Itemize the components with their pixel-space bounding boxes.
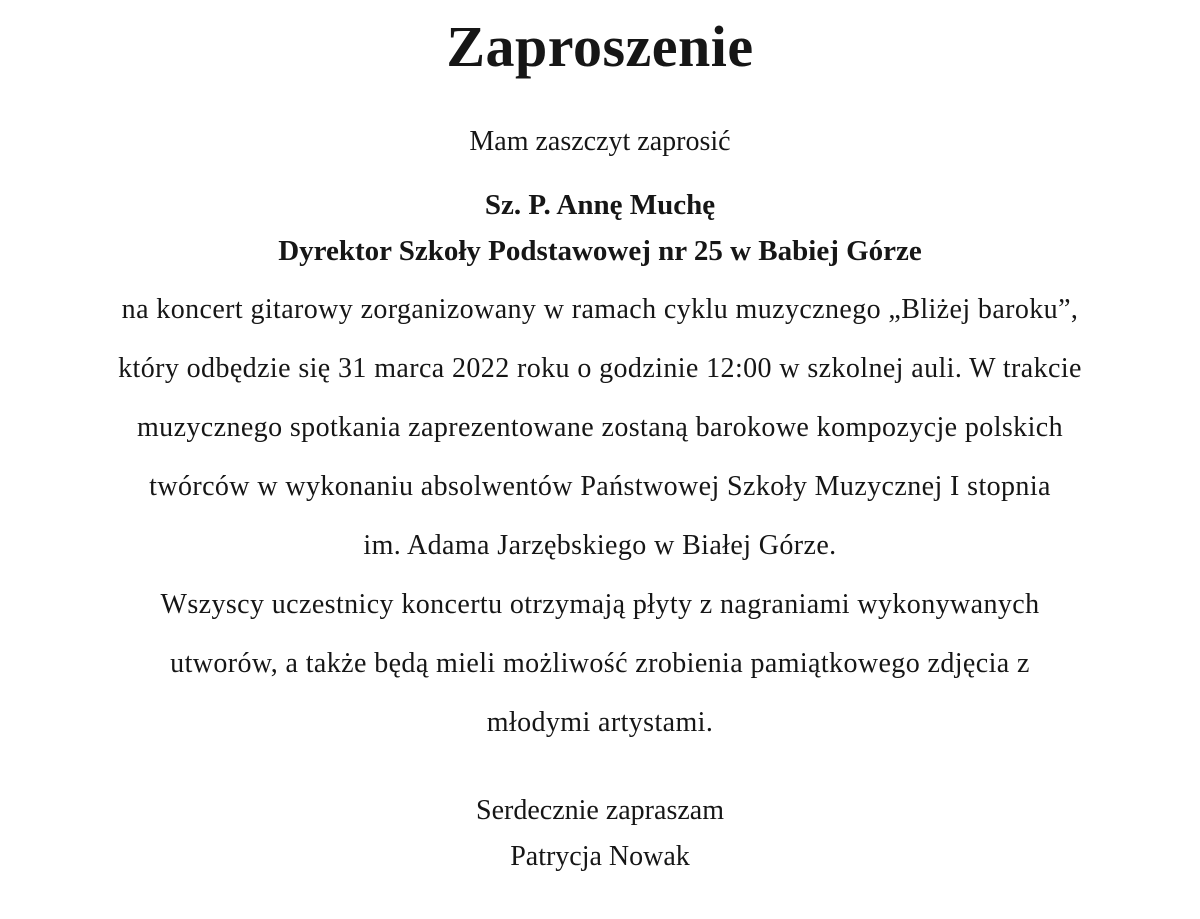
body-line: im. Adama Jarzębskiego w Białej Górze. [363, 530, 837, 562]
recipient-title: Dyrektor Szkoły Podstawowej nr 25 w Babiej Górze [278, 235, 922, 268]
body-line: utworów, a także będą mieli możliwość zrobienia pamiątkowego zdjęcia z [170, 648, 1030, 680]
body-line: na koncert gitarowy zorganizowany w ramach cyklu muzycznego „Bliżej baroku”, [121, 294, 1079, 326]
recipient-block [0, 182, 1200, 274]
intro-line: Mam zaszczyt zaprosić [469, 125, 731, 157]
body-line: muzycznego spotkania zaprezentowane zostaną barokowe kompozycje polskich [136, 412, 1063, 444]
closing-line: Serdecznie zapraszam [476, 795, 724, 827]
body-line: młodymi artystami. [486, 707, 714, 739]
body-line: który odbędzie się 31 marca 2022 roku o godzinie 12:00 w szkolnej auli. W trakcie [118, 353, 1082, 385]
body-paragraph-2 [0, 575, 1200, 752]
body-line: Wszyscy uczestnicy koncertu otrzymają płyty z nagraniami wykonywanych [160, 589, 1040, 621]
closing-block [0, 788, 1200, 880]
document-title: Zaproszenie [446, 14, 754, 79]
signature: Patrycja Nowak [510, 841, 690, 873]
body-line: twórców w wykonaniu absolwentów Państwowej Szkoły Muzycznej I stopnia [149, 471, 1051, 503]
recipient-name: Sz. P. Annę Muchę [484, 189, 716, 222]
body-paragraph-1 [0, 280, 1200, 575]
